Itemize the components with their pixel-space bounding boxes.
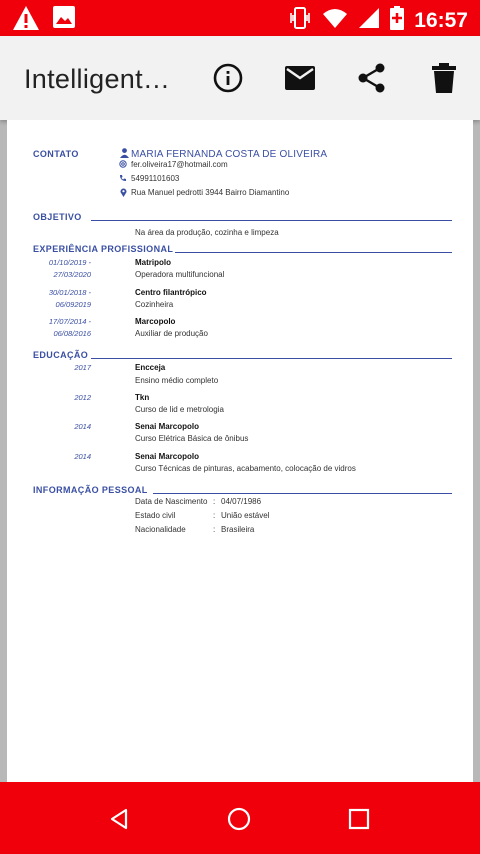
contact-phone: 54991101603 (131, 174, 180, 183)
vibrate-icon (288, 6, 312, 35)
education-year: 2012 (74, 393, 91, 402)
education-course: Curso Técnicas de pinturas, acabamento, colocação de vidros (135, 464, 356, 473)
recents-button[interactable] (344, 804, 374, 834)
section-divider (91, 358, 452, 359)
experience-start: 17/07/2014 - (48, 317, 91, 326)
navigation-bar (0, 782, 480, 854)
personal-value: União estável (221, 511, 270, 520)
home-button[interactable] (224, 804, 254, 834)
clock: 16:57 (414, 8, 468, 32)
personal-value: Brasileira (221, 525, 255, 534)
document-title: Intelligent… (24, 64, 171, 94)
section-personal-label: INFORMAÇÃO PESSOAL (33, 485, 148, 495)
home-icon (226, 806, 252, 832)
education-school: Tkn (135, 393, 150, 402)
education-course: Curso de lid e metrologia (135, 405, 224, 414)
education-year: 2014 (74, 422, 91, 431)
back-button[interactable] (104, 804, 134, 834)
education-course: Ensino médio completo (135, 376, 219, 385)
personal-separator: : (213, 497, 216, 506)
battery-icon (390, 6, 404, 35)
contact-email: fer.oliveira17@hotmail.com (131, 160, 228, 169)
experience-start: 01/10/2019 - (48, 258, 91, 267)
contact-address: Rua Manuel pedrotti 3944 Bairro Diamantino (131, 188, 290, 197)
experience-end: 27/03/2020 (53, 270, 91, 279)
personal-separator: : (213, 511, 216, 520)
person-icon (120, 148, 129, 158)
delete-button[interactable] (426, 60, 462, 96)
experience-company: Marcopolo (135, 317, 176, 326)
delete-icon (431, 62, 457, 94)
experience-end: 06/092019 (55, 300, 91, 309)
personal-separator: : (213, 525, 216, 534)
share-button[interactable] (354, 60, 390, 96)
section-contact-label: CONTATO (33, 149, 79, 159)
phone-icon (119, 174, 127, 182)
mail-icon (283, 64, 317, 92)
experience-start: 30/01/2018 - (48, 288, 91, 297)
experience-company: Matripolo (135, 258, 171, 267)
section-divider (91, 220, 452, 221)
education-year: 2014 (74, 452, 91, 461)
location-icon (120, 188, 127, 197)
education-year: 2017 (74, 363, 91, 372)
app-toolbar (0, 36, 480, 120)
warning-icon (12, 5, 40, 36)
at-icon (119, 160, 127, 168)
personal-label: Data de Nascimento (135, 497, 208, 506)
personal-value: 04/07/1986 (221, 497, 262, 506)
experience-role: Auxiliar de produção (135, 329, 208, 338)
experience-role: Cozinheira (135, 300, 174, 309)
back-icon (107, 807, 131, 831)
objective-text: Na área da produção, cozinha e limpeza (135, 228, 279, 237)
resume-document[interactable] (7, 120, 473, 782)
recents-icon (348, 808, 370, 830)
education-school: Senai Marcopolo (135, 422, 200, 431)
share-icon (356, 62, 388, 94)
personal-label: Estado civil (135, 511, 176, 520)
section-divider (153, 493, 452, 494)
section-education-label: EDUCAÇÃO (33, 350, 89, 360)
wifi-icon (322, 7, 348, 34)
education-school: Senai Marcopolo (135, 452, 200, 461)
section-experience-label: EXPERIÊNCIA PROFISSIONAL (33, 244, 174, 254)
education-school: Encceja (135, 363, 166, 372)
image-icon (52, 5, 76, 36)
experience-role: Operadora multifuncional (135, 270, 225, 279)
email-button[interactable] (282, 60, 318, 96)
section-objective-label: OBJETIVO (33, 212, 82, 222)
experience-end: 06/08/2016 (53, 329, 91, 338)
signal-icon (358, 7, 380, 34)
info-button[interactable] (210, 60, 246, 96)
resume-name: MARIA FERNANDA COSTA DE OLIVEIRA (131, 149, 328, 160)
info-icon (212, 62, 244, 94)
experience-company: Centro filantrópico (135, 288, 207, 297)
section-divider (175, 252, 452, 253)
education-course: Curso Elétrica Básica de ônibus (135, 434, 249, 443)
status-bar (0, 0, 480, 36)
personal-label: Nacionalidade (135, 525, 186, 534)
